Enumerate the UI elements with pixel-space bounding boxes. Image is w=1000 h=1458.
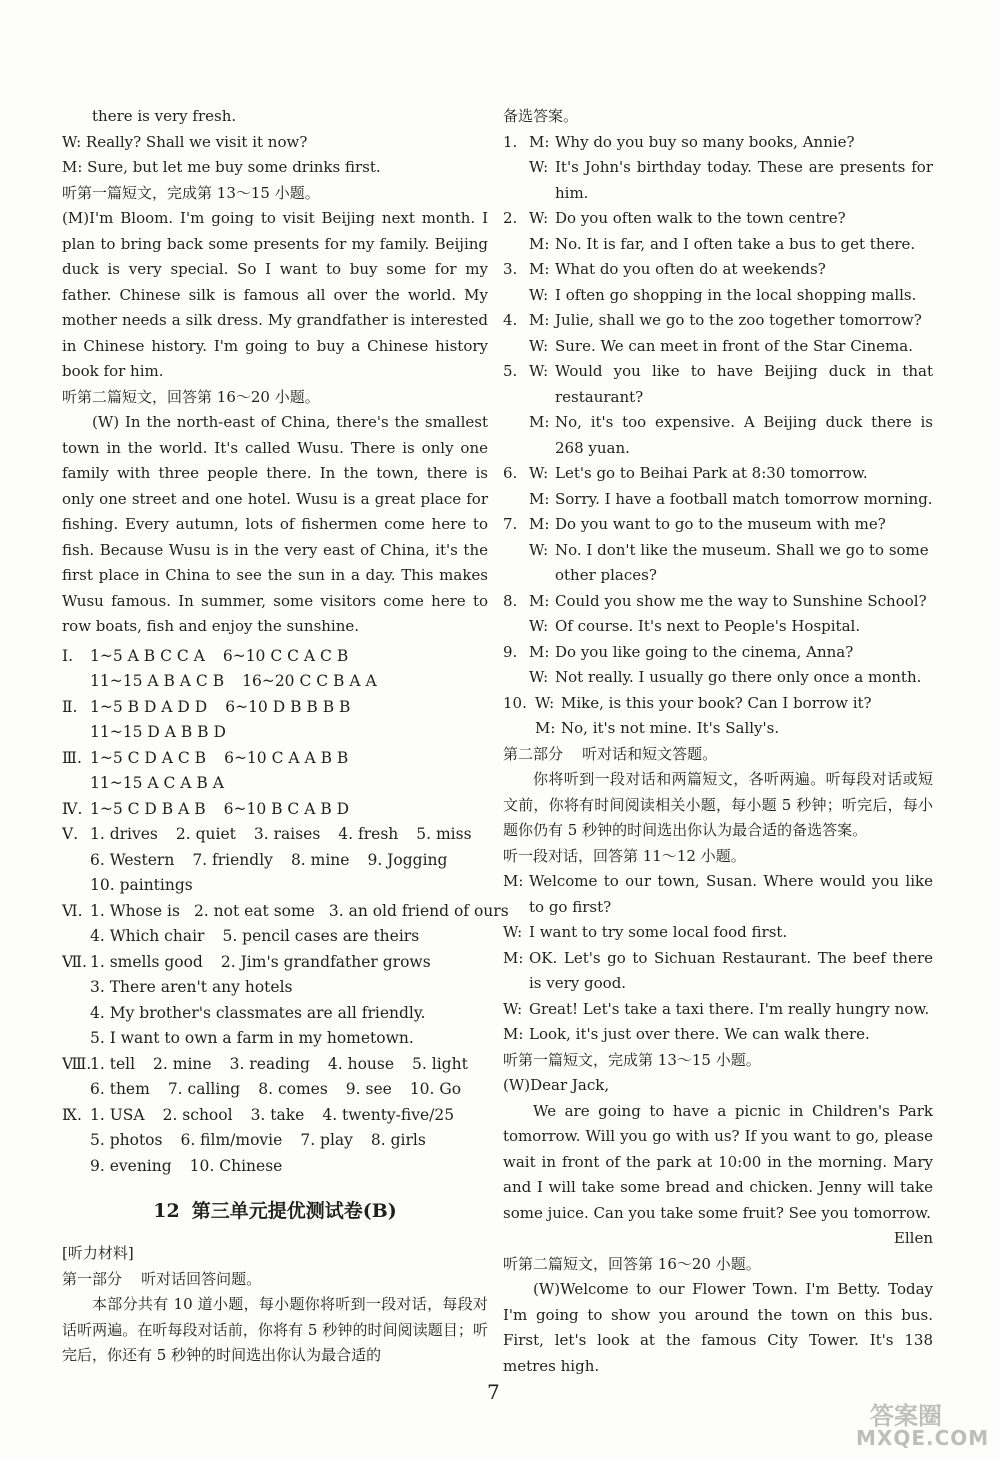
speaker: W: bbox=[529, 209, 549, 227]
text-line: M: Sure, but let me buy some drinks first. bbox=[62, 158, 381, 176]
roman-numeral: Ⅳ. bbox=[62, 799, 83, 818]
utterance: Why do you buy so many books, Annie? bbox=[555, 132, 855, 151]
conversation bbox=[503, 869, 933, 1048]
answer-item: 8. comes bbox=[258, 1080, 328, 1098]
answer-item: 5. miss bbox=[416, 825, 472, 843]
section-title-text: 第三单元提优测试卷(B) bbox=[191, 1200, 397, 1222]
answer-item: 2. not eat some bbox=[193, 901, 315, 920]
speaker: M: bbox=[529, 132, 550, 151]
speaker: M: bbox=[529, 234, 550, 253]
passage-header: 听第一篇短文，完成第 13～15 小题。 bbox=[503, 1050, 761, 1069]
speaker: W: bbox=[529, 285, 549, 304]
roman-numeral: Ⅷ. bbox=[62, 1054, 92, 1073]
utterance: I want to try some local food first. bbox=[529, 923, 788, 941]
answer-item: 16~20 C C B A A bbox=[242, 672, 377, 690]
item-number: 4. bbox=[503, 311, 518, 329]
answer-item: 5. pencil cases are theirs bbox=[222, 927, 420, 945]
passage-header: 听第二篇短文，回答第 16～20 小题。 bbox=[503, 1254, 761, 1273]
letter-body: We are going to have a picnic in Children's Park tomorrow. Will you go with us? If you want to go, please wait in front of the park at 10:00 in the morning. Mary and I will take some bread and chicken. Jenny will take some juice. Can you take some fruit? See you tomorrow. bbox=[503, 1101, 933, 1222]
speaker: W: bbox=[503, 923, 523, 941]
letter-greeting: (W)Dear Jack, bbox=[503, 1076, 610, 1094]
answer-item: 4. twenty-five/25 bbox=[322, 1105, 455, 1124]
answer-item: 8. girls bbox=[370, 1131, 426, 1149]
answer-item: 7. calling bbox=[167, 1080, 241, 1098]
speaker: M: bbox=[529, 413, 550, 431]
answer-block bbox=[62, 950, 488, 1052]
dialogue-item bbox=[503, 691, 933, 742]
answer-item: 11~15 D A B B D bbox=[90, 723, 226, 741]
speaker: M: bbox=[529, 591, 550, 610]
answer-block bbox=[62, 899, 509, 950]
roman-numeral: Ⅰ. bbox=[62, 646, 74, 665]
item-number: 10. bbox=[503, 693, 527, 712]
answer-item: 3. take bbox=[250, 1105, 305, 1124]
answer-block bbox=[62, 746, 488, 797]
utterance: Let's go to Beihai Park at 8:30 tomorrow. bbox=[555, 464, 868, 482]
watermark-logo bbox=[850, 1396, 990, 1452]
dialogue-item bbox=[503, 257, 933, 308]
roman-numeral: Ⅴ. bbox=[62, 825, 79, 843]
item-number: 9. bbox=[503, 642, 518, 661]
item-number: 1. bbox=[503, 132, 518, 151]
answer-item: 11~15 A B A C B bbox=[90, 672, 225, 690]
letter-signature: Ellen bbox=[893, 1229, 933, 1247]
answer-item: 11~15 A C A B A bbox=[90, 774, 224, 792]
roman-numeral: Ⅵ. bbox=[62, 901, 83, 920]
answer-item: 1. smells good bbox=[90, 952, 203, 971]
utterance: I often go shopping in the local shopping malls. bbox=[555, 285, 917, 304]
part-text: 你将听到一段对话和两篇短文，各听两遍。听每段对话或短文前，你将有时间阅读相关小题，每小题 5 秒钟；听完后，每小题你仍有 5 秒钟的时间选出你认为最合适的备选答案。 bbox=[503, 770, 933, 839]
roman-numeral: Ⅶ. bbox=[62, 952, 87, 971]
speaker: W: bbox=[529, 617, 549, 635]
text-line: W: Really? Shall we visit it now? bbox=[62, 132, 308, 151]
watermark-text: MXQE.COM bbox=[856, 1426, 990, 1450]
item-number: 8. bbox=[503, 591, 518, 610]
utterance: No, it's not mine. It's Sally's. bbox=[561, 719, 780, 737]
answer-item: 1. USA bbox=[90, 1105, 145, 1124]
speaker: W: bbox=[535, 693, 555, 712]
answer-item: 3. an old friend of ours bbox=[328, 901, 509, 920]
watermark-top: 答案圈 bbox=[870, 1402, 942, 1430]
passage-header: 听第一篇短文，完成第 13～15 小题。 bbox=[62, 183, 320, 202]
utterance: Look, it's just over there. We can walk there. bbox=[529, 1025, 870, 1043]
dialogue-item bbox=[503, 308, 933, 359]
answer-block bbox=[62, 797, 488, 823]
item-number: 5. bbox=[503, 362, 518, 380]
speaker: W: bbox=[529, 336, 549, 355]
answer-item: 10. paintings bbox=[90, 876, 193, 894]
utterance: Do you like going to the cinema, Anna? bbox=[555, 642, 854, 661]
answer-item: 6~10 B C A B D bbox=[223, 799, 350, 818]
utterance: Julie, shall we go to the zoo together tomorrow? bbox=[555, 311, 922, 329]
answer-item: 2. Jim's grandfather grows bbox=[220, 952, 431, 971]
answer-item: 8. mine bbox=[290, 850, 350, 869]
utterance: Sorry. I have a football match tomorrow morning. bbox=[555, 489, 933, 508]
answer-item: 1. Whose is bbox=[90, 901, 180, 920]
utterance: No, it's too expensive. A Beijing duck there is 268 yuan. bbox=[555, 413, 933, 457]
answer-item: 5. photos bbox=[90, 1131, 163, 1149]
answer-item: 4. Which chair bbox=[90, 927, 205, 945]
answer-item: 5. light bbox=[412, 1054, 468, 1073]
passage-text: (W) In the north-east of China, there's the smallest town in the world. It's called Wusu. There is only one family with three people there. In the town, there is only one street and one hotel. Wusu is a great place for fishing. Every autumn, lots of fishermen come here to fish. Because Wusu is in the very east of China, it's the first place in China to see the sun in a day. This makes Wusu famous. In summer, some visitors come here to row boats, fish and enjoy the sunshine. bbox=[62, 413, 488, 635]
answer-block bbox=[62, 822, 488, 899]
answer-item: 3. reading bbox=[229, 1054, 310, 1073]
dialogue-item bbox=[503, 461, 933, 512]
answer-item: 3. There aren't any hotels bbox=[90, 978, 293, 996]
speaker: M: bbox=[503, 872, 524, 890]
speaker: W: bbox=[529, 362, 549, 380]
item-number: 3. bbox=[503, 260, 518, 278]
utterance: Could you show me the way to Sunshine School? bbox=[555, 591, 927, 610]
item-number: 7. bbox=[503, 515, 518, 533]
answer-item: 7. friendly bbox=[192, 850, 273, 869]
dialog-header: 听一段对话，回答第 11～12 小题。 bbox=[503, 846, 746, 865]
speaker: M: bbox=[535, 719, 556, 737]
speaker: M: bbox=[529, 515, 550, 533]
utterance: What do you often do at weekends? bbox=[555, 260, 826, 278]
right-column bbox=[503, 104, 933, 1379]
dialogue-item bbox=[503, 589, 933, 640]
answer-item: 6~10 C C A C B bbox=[222, 646, 349, 665]
answer-item: 7. play bbox=[300, 1131, 353, 1149]
part-text: 本部分共有 10 道小题，每小题你将听到一段对话，每段对话听两遍。在听每段对话前，你将有 5 秒钟的时间阅读题目；听完后，你还有 5 秒钟的时间选出你认为最合适的 bbox=[62, 1295, 488, 1364]
utterance: No. I don't like the museum. Shall we go to some other places? bbox=[555, 540, 929, 584]
utterance: OK. Let's go to Sichuan Restaurant. The beef there is very good. bbox=[529, 948, 933, 992]
speaker: M: bbox=[529, 311, 550, 329]
answer-item: 6~10 D B B B B bbox=[225, 697, 351, 716]
speaker: W: bbox=[503, 999, 523, 1018]
answer-item: 6~10 C A A B B bbox=[224, 748, 349, 767]
utterance: Welcome to our town, Susan. Where would you like to go first? bbox=[529, 872, 933, 916]
answer-item: 9. see bbox=[345, 1080, 392, 1098]
answer-item: 2. mine bbox=[153, 1054, 212, 1073]
speaker: M: bbox=[503, 1025, 524, 1043]
utterance: No. It is far, and I often take a bus to get there. bbox=[555, 234, 916, 253]
left-column bbox=[62, 104, 509, 1369]
answer-block bbox=[62, 644, 488, 695]
text-line: there is very fresh. bbox=[92, 107, 237, 125]
utterance: Would you like to have Beijing duck in that restaurant? bbox=[555, 362, 933, 406]
dialogue-item bbox=[503, 206, 933, 257]
utterance: Of course. It's next to People's Hospital. bbox=[555, 617, 861, 635]
answer-item: 1. drives bbox=[90, 825, 158, 843]
dialogue-item bbox=[503, 359, 933, 461]
answer-item: 6. Western bbox=[90, 850, 175, 869]
answer-item: 10. Go bbox=[409, 1080, 462, 1098]
item-number: 2. bbox=[503, 209, 518, 227]
speaker: M: bbox=[503, 948, 524, 967]
answer-block bbox=[62, 1103, 488, 1180]
answer-item: 2. school bbox=[162, 1105, 233, 1124]
answer-block bbox=[62, 1052, 488, 1103]
part-header: 第二部分 听对话和短文答题。 bbox=[503, 744, 718, 763]
dialogue-item bbox=[503, 512, 933, 589]
answer-item: 4. house bbox=[327, 1054, 395, 1073]
section-title bbox=[62, 1197, 488, 1225]
answer-item: 6. film/movie bbox=[180, 1131, 283, 1149]
dialogue-item bbox=[503, 640, 933, 691]
answer-item: 1. tell bbox=[90, 1054, 136, 1073]
speaker: W: bbox=[529, 158, 549, 176]
part-header: 第一部分 听对话回答问题。 bbox=[62, 1269, 262, 1288]
roman-numeral: Ⅲ. bbox=[62, 748, 82, 767]
answer-item: 4. fresh bbox=[338, 825, 399, 843]
utterance: Do you often walk to the town centre? bbox=[555, 209, 846, 227]
answer-item: 10. Chinese bbox=[189, 1156, 283, 1175]
page-number: 7 bbox=[487, 1380, 500, 1404]
utterance: Sure. We can meet in front of the Star Cinema. bbox=[555, 336, 913, 355]
utterance: Great! Let's take a taxi there. I'm really hungry now. bbox=[529, 999, 930, 1018]
passage-header: 听第二篇短文，回答第 16～20 小题。 bbox=[62, 387, 320, 406]
answer-item: 3. raises bbox=[253, 825, 321, 843]
speaker: W: bbox=[529, 464, 549, 482]
answer-item: 6. them bbox=[90, 1080, 150, 1098]
speaker: M: bbox=[529, 489, 550, 508]
passage-text: (W)Welcome to our Flower Town. I'm Betty. Today I'm going to show you around the town on this bus. First, let's look at the famous City Tower. It's 138 metres high. bbox=[503, 1280, 933, 1375]
answer-item: 9. Jogging bbox=[367, 850, 448, 869]
dialogue-item bbox=[503, 130, 933, 207]
dialogue-list bbox=[503, 130, 933, 742]
answer-block bbox=[62, 695, 488, 746]
answer-key bbox=[62, 644, 509, 1180]
item-number: 6. bbox=[503, 464, 518, 482]
passage-text: (M)I'm Bloom. I'm going to visit Beijing next month. I plan to bring back some presents for my family. Beijing duck is very special. So I want to buy some for my father. Chinese silk is famous all over the world. My mother needs a silk dress. My grandfather is interested in Chinese history. I'm going to buy a Chinese history book for him. bbox=[62, 209, 488, 380]
answer-item: 1~5 C D B A B bbox=[90, 799, 206, 818]
answer-item: 9. evening bbox=[90, 1156, 172, 1175]
speaker: M: bbox=[529, 642, 550, 661]
answer-item: 5. I want to own a farm in my hometown. bbox=[90, 1029, 414, 1047]
utterance: Not really. I usually go there only once a month. bbox=[555, 668, 922, 686]
utterance: Do you want to go to the museum with me? bbox=[555, 515, 886, 533]
utterance: Mike, is this your book? Can I borrow it? bbox=[561, 693, 872, 712]
roman-numeral: Ⅸ. bbox=[62, 1105, 82, 1124]
speaker: W: bbox=[529, 668, 549, 686]
answer-item: 1~5 A B C C A bbox=[90, 646, 205, 665]
utterance: It's John's birthday today. These are presents for him. bbox=[555, 158, 933, 202]
text-line: 备选答案。 bbox=[503, 107, 579, 125]
speaker: M: bbox=[529, 260, 550, 278]
answer-item: 1~5 B D A D D bbox=[90, 697, 208, 716]
roman-numeral: Ⅱ. bbox=[62, 697, 78, 716]
answer-item: 2. quiet bbox=[175, 825, 236, 843]
answer-item: 1~5 C D A C B bbox=[90, 748, 207, 767]
section-number: 12 bbox=[153, 1200, 180, 1222]
listening-label: [听力材料] bbox=[62, 1244, 134, 1262]
speaker: W: bbox=[529, 540, 549, 559]
answer-item: 4. My brother's classmates are all friendly. bbox=[90, 1003, 426, 1022]
